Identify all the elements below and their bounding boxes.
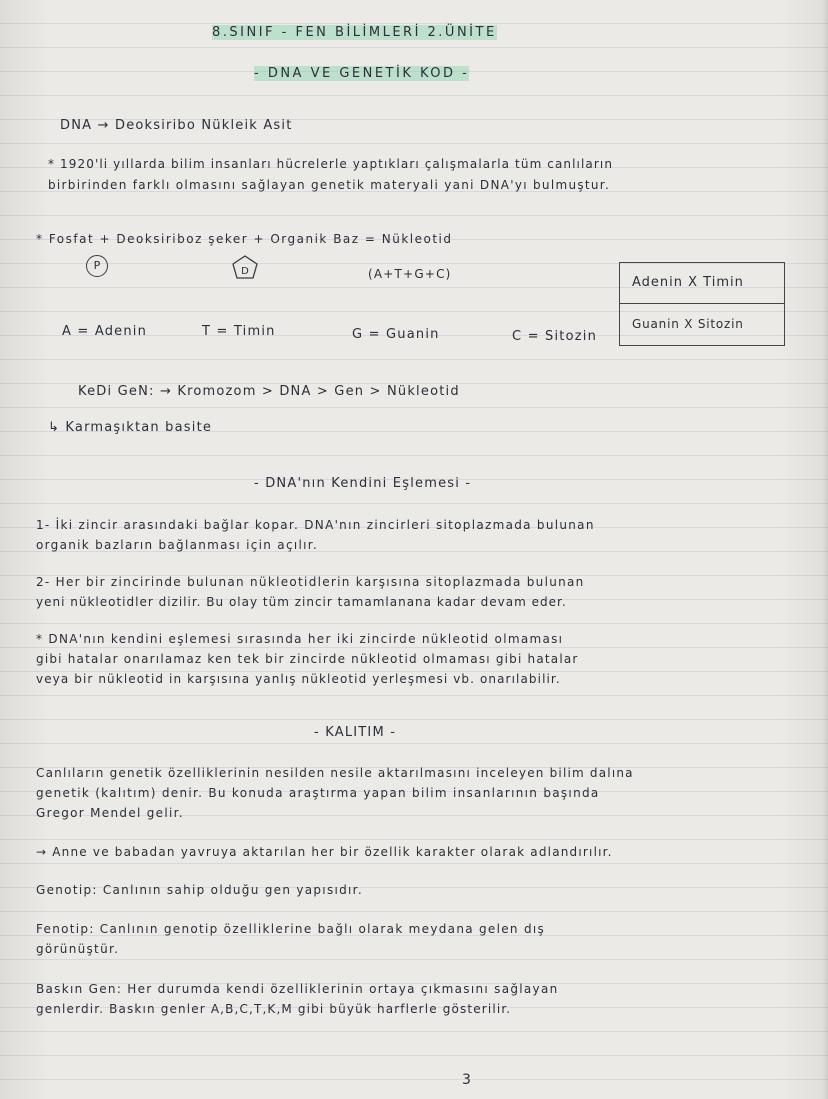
page-number: 3 xyxy=(462,1072,471,1088)
kedigen-mnemonic: KeDi GeN: → Kromozom > DNA > Gen > Nükleotid xyxy=(78,384,460,399)
heredity-intro-line3: Gregor Mendel gelir. xyxy=(36,806,184,820)
section-title-dna-genetic-code: - DNA VE GENETİK KOD - xyxy=(254,66,470,81)
base-pair-guanine-cytosine: Guanin X Sitozin xyxy=(632,317,744,331)
base-pair-adenine-thymine: Adenin X Timin xyxy=(632,275,744,290)
heredity-intro-line1: Canlıların genetik özelliklerinin nesilden nesile aktarılmasını inceleyen bilim dalına xyxy=(36,766,634,780)
nucleotide-formula: * Fosfat + Deoksiriboz şeker + Organik Baz = Nükleotid xyxy=(36,232,453,246)
dominant-gene-line1: Baskın Gen: Her durumda kendi özelliklerinin ortaya çıkmasını sağlayan xyxy=(36,982,559,996)
character-definition: → Anne ve babadan yavruya aktarılan her bir özellik karakter olarak adlandırılır. xyxy=(36,845,613,859)
replication-note-line3: veya bir nükleotid in karşısına yanlış nükleotid yerleşmesi vb. onarılabilir. xyxy=(36,672,561,686)
base-guanine: G = Guanin xyxy=(352,327,440,342)
base-thymine: T = Timin xyxy=(202,324,276,339)
replication-note-line2: gibi hatalar onarılamaz ken tek bir zincirde nükleotid olmaması gibi hatalar xyxy=(36,652,579,666)
dna-definition: DNA → Deoksiribo Nükleik Asit xyxy=(60,118,293,133)
replication-step2-line1: 2- Her bir zincirinde bulunan nükleotidlerin karşısına sitoplazmada bulunan xyxy=(36,575,585,589)
replication-title: - DNA'nın Kendini Eşlemesi - xyxy=(254,476,472,491)
pentagon-sugar-icon xyxy=(232,255,258,279)
history-line-1: * 1920'li yıllarda bilim insanları hücrelerle yaptıkları çalışmalarla tüm canlıların xyxy=(48,157,614,171)
genotype-definition: Genotip: Canlının sahip olduğu gen yapısıdır. xyxy=(36,883,363,897)
page-title: 8.SINIF - FEN BİLİMLERİ 2.ÜNİTE xyxy=(212,25,497,40)
dominant-gene-line2: genlerdir. Baskın genler A,B,C,T,K,M gibi büyük harflerle gösterilir. xyxy=(36,1002,512,1016)
base-pairs-box xyxy=(619,262,785,346)
base-adenine: A = Adenin xyxy=(62,324,148,339)
replication-step1-line2: organik bazların bağlanması için açılır. xyxy=(36,538,318,552)
replication-step1-line1: 1- İki zincir arasındaki bağlar kopar. DNA'nın zincirleri sitoplazmada bulunan xyxy=(36,518,595,532)
bases-code: (A+T+G+C) xyxy=(368,267,452,281)
phenotype-definition-line1: Fenotip: Canlının genotip özelliklerine bağlı olarak meydana gelen dış xyxy=(36,922,546,936)
page-edge-shadow xyxy=(822,0,828,1099)
heredity-title: - KALITIM - xyxy=(314,725,397,740)
box-divider xyxy=(620,303,784,304)
replication-note-line1: * DNA'nın kendini eşlemesi sırasında her iki zincirde nükleotid olmaması xyxy=(36,632,564,646)
base-cytosine: C = Sitozin xyxy=(512,329,598,344)
kedigen-note: ↳ Karmaşıktan basite xyxy=(48,420,213,435)
phenotype-definition-line2: görünüştür. xyxy=(36,942,120,956)
heredity-intro-line2: genetik (kalıtım) denir. Bu konuda araştırma yapan bilim insanlarının başında xyxy=(36,786,600,800)
svg-text:D: D xyxy=(241,266,249,277)
history-line-2: birbirinden farklı olmasını sağlayan genetik materyali yani DNA'yı bulmuştur. xyxy=(48,178,611,192)
phosphate-symbol: P xyxy=(86,255,108,277)
replication-step2-line2: yeni nükleotidler dizilir. Bu olay tüm zincir tamamlanana kadar devam eder. xyxy=(36,595,567,609)
